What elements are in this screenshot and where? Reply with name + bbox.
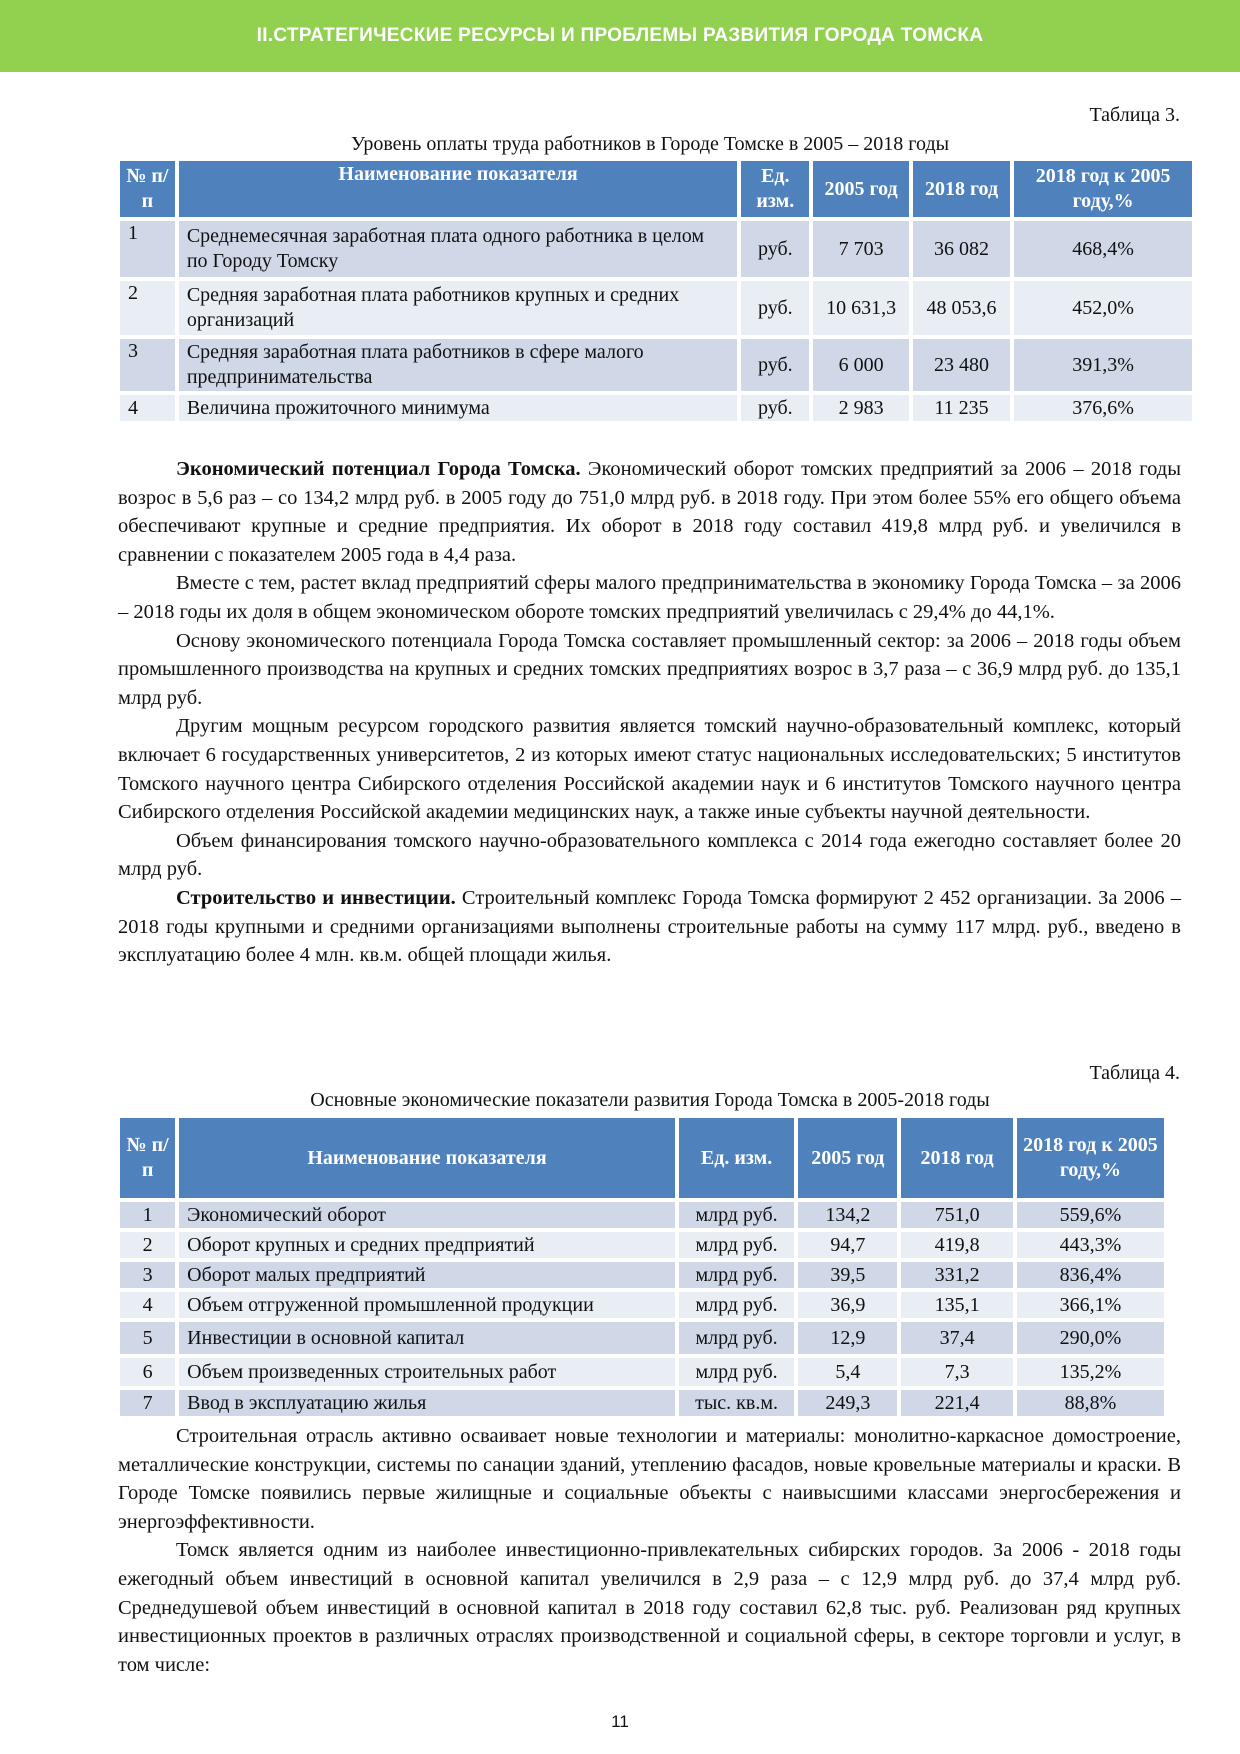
table-row bbox=[120, 281, 1192, 335]
table3-header-cell: № п/п bbox=[120, 161, 175, 217]
table-cell: 751,0 bbox=[901, 1202, 1012, 1228]
table-cell: 39,5 bbox=[798, 1262, 897, 1288]
body-text-section-2 bbox=[118, 1422, 1181, 1679]
table-cell: 48 053,6 bbox=[913, 281, 1010, 335]
table-cell: 2 bbox=[120, 281, 175, 335]
table4-header-cell: Ед. изм. bbox=[679, 1118, 794, 1198]
table4-header-cell: 2005 год bbox=[798, 1118, 897, 1198]
paragraph-text: Вместе с тем, растет вклад предприятий сферы малого предпринимательства в экономику Города Томска – за 2006 – 2018 годы их доля в общем экономическом обороте томских предприятий увеличилась с 29,4% до 44,1%. bbox=[118, 572, 1181, 623]
table-cell: 366,1% bbox=[1017, 1292, 1164, 1318]
table-row bbox=[120, 1232, 1164, 1258]
table-cell: млрд руб. bbox=[679, 1358, 794, 1386]
table3-header-row bbox=[120, 161, 1192, 217]
table4 bbox=[116, 1114, 1168, 1420]
paragraph-text: Томск является одним из наиболее инвестиционно-привлекательных сибирских городов. За 2006 - 2018 годы ежегодный объем инвестиций в основной капитал увеличился в 2,9 раза – с 12,9 млрд руб. до 37,4 млрд руб. Среднедушевой объем инвестиций в основной капитал в 2018 году составил 62,8 тыс. руб. Реализован ряд крупных инвестиционных проектов в различных отраслях производственной и социальной сферы, в секторе торговли и услуг, в том числе: bbox=[118, 1539, 1181, 1676]
table-row bbox=[120, 1292, 1164, 1318]
table4-header-cell: 2018 год к 2005 году,% bbox=[1017, 1118, 1164, 1198]
table-cell: 5 bbox=[120, 1322, 175, 1354]
table-cell: 559,6% bbox=[1017, 1202, 1164, 1228]
table3-header-cell: Ед. изм. bbox=[741, 161, 809, 217]
table-cell: 290,0% bbox=[1017, 1322, 1164, 1354]
table-cell: 419,8 bbox=[901, 1232, 1012, 1258]
table-cell: млрд руб. bbox=[679, 1262, 794, 1288]
table-cell: 221,4 bbox=[901, 1390, 1012, 1416]
table4-number: Таблица 4. bbox=[1089, 1062, 1180, 1084]
paragraph bbox=[118, 627, 1181, 713]
table-cell: 6 bbox=[120, 1358, 175, 1386]
paragraph-text: Объем финансирования томского научно-образовательного комплекса с 2014 года ежегодно составляет более 20 млрд руб. bbox=[118, 829, 1181, 881]
paragraph-heading: Экономический потенциал Города Томска. bbox=[176, 458, 581, 480]
table-cell: 452,0% bbox=[1014, 281, 1192, 335]
paragraph bbox=[118, 827, 1181, 884]
table-cell: Экономический оборот bbox=[179, 1202, 675, 1228]
table-cell: Средняя заработная плата работников крупных и средних организаций bbox=[179, 281, 737, 335]
table-cell: 7,3 bbox=[901, 1358, 1012, 1386]
section-header-banner bbox=[0, 0, 1240, 72]
table3-header-cell: 2005 год bbox=[813, 161, 908, 217]
table3-header-cell: Наименование показателя bbox=[179, 161, 737, 217]
table-cell: млрд руб. bbox=[679, 1202, 794, 1228]
table-row bbox=[120, 1322, 1164, 1354]
paragraph-text: Строительный комплекс Города Томска формируют 2 452 организации. За 2006 – 2018 годы крупными и средними организациями выполнены строительные работы на сумму 117 млрд. руб., введено в эксплуатацию более 4 млн. кв.м. общей площади жилья. bbox=[118, 886, 1181, 967]
table-cell: Величина прожиточного минимума bbox=[179, 395, 737, 421]
table3-header-cell: 2018 год bbox=[913, 161, 1010, 217]
table4-header-cell: 2018 год bbox=[901, 1118, 1012, 1198]
table-cell: 12,9 bbox=[798, 1322, 897, 1354]
paragraph-heading: Строительство и инвестиции. bbox=[176, 886, 456, 909]
paragraph-text: Экономический оборот томских предприятий за 2006 – 2018 годы возрос в 5,6 раз – со 134,2 млрд руб. в 2005 году до 751,0 млрд руб. в 2018 году. При этом более 55% его общего объема обеспечивают крупные и средние предприятия. Их оборот в 2018 году составил 419,8 млрд руб. и увеличился в сравнении с показателем 2005 года в 4,4 раза. bbox=[118, 458, 1181, 566]
table3-header-cell: 2018 год к 2005 году,% bbox=[1014, 161, 1192, 217]
table-cell: 88,8% bbox=[1017, 1390, 1164, 1416]
table-cell: 331,2 bbox=[901, 1262, 1012, 1288]
table-cell: 1 bbox=[120, 1202, 175, 1228]
table-cell: млрд руб. bbox=[679, 1232, 794, 1258]
table-cell: 249,3 bbox=[798, 1390, 897, 1416]
table-row bbox=[120, 1202, 1164, 1228]
table-cell: 3 bbox=[120, 339, 175, 391]
table4-header-row bbox=[120, 1118, 1164, 1198]
table-cell: 4 bbox=[120, 1292, 175, 1318]
paragraph bbox=[118, 712, 1181, 826]
table-cell: 391,3% bbox=[1014, 339, 1192, 391]
table-cell: млрд руб. bbox=[679, 1322, 794, 1354]
table-cell: 135,2% bbox=[1017, 1358, 1164, 1386]
table-cell: 135,1 bbox=[901, 1292, 1012, 1318]
table-row bbox=[120, 221, 1192, 277]
table-cell: Среднемесячная заработная плата одного работника в целом по Городу Томску bbox=[179, 221, 737, 277]
table-cell: 6 000 bbox=[813, 339, 908, 391]
table-cell: 7 703 bbox=[813, 221, 908, 277]
paragraph-text: Основу экономического потенциала Города Томска составляет промышленный сектор: за 2006 – 2018 годы объем промышленного производства на крупных и средних томских предприятиях возрос в 3,7 раза – с 36,9 млрд руб. до 135,1 млрд руб. bbox=[118, 629, 1181, 709]
table-cell: 836,4% bbox=[1017, 1262, 1164, 1288]
paragraph-text: Другим мощным ресурсом городского развития является томский научно-образовательный комплекс, который включает 6 государственных университетов, 2 из которых имеют статус национальных исследовательских; 5 институтов Томского научного центра Сибирского отделения Российской академии наук и 6 институтов Томского научного центра Сибирского отделения Российской академии медицинских наук, а также иные субъекты научной деятельности. bbox=[118, 715, 1181, 824]
table-cell: 468,4% bbox=[1014, 221, 1192, 277]
table-cell: руб. bbox=[741, 281, 809, 335]
table-cell: тыс. кв.м. bbox=[679, 1390, 794, 1416]
table3 bbox=[116, 157, 1196, 425]
table3-title: Уровень оплаты труда работников в Городе Томске в 2005 – 2018 годы bbox=[350, 133, 950, 155]
table-cell: 1 bbox=[120, 221, 175, 277]
table-row bbox=[120, 1358, 1164, 1386]
table-cell: 10 631,3 bbox=[813, 281, 908, 335]
section-header-title: II.СТРАТЕГИЧЕСКИЕ РЕСУРСЫ И ПРОБЛЕМЫ РАЗВИТИЯ ГОРОДА ТОМСКА bbox=[256, 25, 984, 46]
table-cell: Ввод в эксплуатацию жилья bbox=[179, 1390, 675, 1416]
table-cell: 36 082 bbox=[913, 221, 1010, 277]
table4-title: Основные экономические показатели развития Города Томска в 2005-2018 годы bbox=[310, 1089, 990, 1111]
paragraph bbox=[118, 1422, 1181, 1536]
table-cell: Инвестиции в основной капитал bbox=[179, 1322, 675, 1354]
paragraph bbox=[118, 569, 1181, 626]
table-cell: Средняя заработная плата работников в сфере малого предпринимательства bbox=[179, 339, 737, 391]
table-cell: Объем произведенных строительных работ bbox=[179, 1358, 675, 1386]
table3-number: Таблица 3. bbox=[1089, 104, 1180, 126]
table-cell: руб. bbox=[741, 339, 809, 391]
table4-header-cell: Наименование показателя bbox=[179, 1118, 675, 1198]
table-cell: Оборот крупных и средних предприятий bbox=[179, 1232, 675, 1258]
table-cell: Оборот малых предприятий bbox=[179, 1262, 675, 1288]
table-cell: 2 983 bbox=[813, 395, 908, 421]
table-cell: 37,4 bbox=[901, 1322, 1012, 1354]
table-cell: 376,6% bbox=[1014, 395, 1192, 421]
table-cell: 5,4 bbox=[798, 1358, 897, 1386]
table-cell: 94,7 bbox=[798, 1232, 897, 1258]
table-row bbox=[120, 1262, 1164, 1288]
table-row bbox=[120, 1390, 1164, 1416]
table-cell: 36,9 bbox=[798, 1292, 897, 1318]
table-cell: 7 bbox=[120, 1390, 175, 1416]
table-cell: руб. bbox=[741, 395, 809, 421]
paragraph bbox=[118, 455, 1181, 569]
page-number: 11 bbox=[611, 1712, 629, 1731]
table-cell: 3 bbox=[120, 1262, 175, 1288]
table-cell: 11 235 bbox=[913, 395, 1010, 421]
table-row bbox=[120, 339, 1192, 391]
table-cell: 23 480 bbox=[913, 339, 1010, 391]
table-cell: 134,2 bbox=[798, 1202, 897, 1228]
table-cell: Объем отгруженной промышленной продукции bbox=[179, 1292, 675, 1318]
table4-header-cell: № п/п bbox=[120, 1118, 175, 1198]
paragraph bbox=[118, 1536, 1181, 1679]
table-row bbox=[120, 395, 1192, 421]
table-cell: 2 bbox=[120, 1232, 175, 1258]
table-cell: млрд руб. bbox=[679, 1292, 794, 1318]
paragraph-text: Строительная отрасль активно осваивает новые технологии и материалы: монолитно-каркасное домостроение, металлические конструкции, системы по санации зданий, утеплению фасадов, новые кровельные материалы и краски. В Городе Томске появились первые жилищные и социальные объекты с наивысшими классами энергосбережения и энергоэффективности. bbox=[118, 1425, 1181, 1533]
body-text-section-1 bbox=[118, 455, 1181, 970]
paragraph bbox=[118, 884, 1181, 970]
table-cell: 4 bbox=[120, 395, 175, 421]
table-cell: 443,3% bbox=[1017, 1232, 1164, 1258]
table-cell: руб. bbox=[741, 221, 809, 277]
